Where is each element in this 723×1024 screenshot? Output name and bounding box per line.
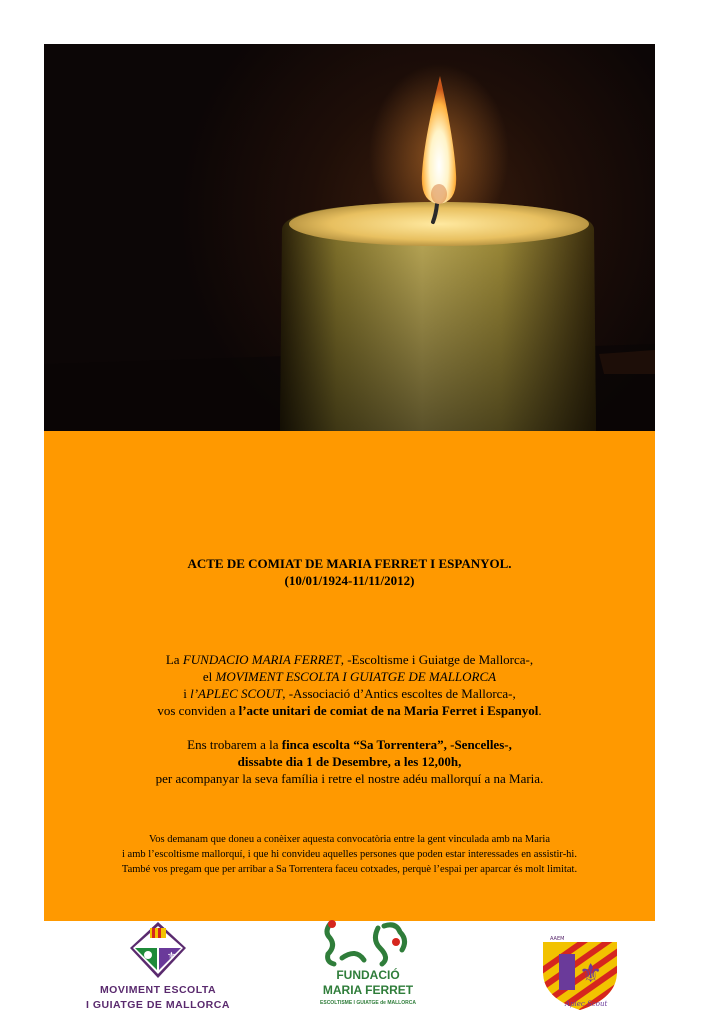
fundacio-line-2: MARIA FERRET: [322, 983, 414, 997]
invite-line-1: [44, 651, 655, 668]
invite-text-segment: La: [165, 652, 183, 667]
note-line-1: Vos demanam que doneu a conèixer aquesta convocatòria entre la gent vinculada amb na Maria: [149, 834, 550, 845]
moviment-line-1: MOVIMENT ESCOLTA: [99, 984, 217, 996]
fundacio-maria-ferret-logo: [318, 918, 418, 1018]
request-note: [44, 832, 655, 877]
fundacio-line-1: FUNDACIÓ: [336, 968, 400, 982]
invite-text-segment: Ens trobarem a la: [187, 737, 282, 752]
invite-line-2: [44, 668, 655, 685]
candle-photo: [44, 44, 655, 431]
aplec-label: Aplec Scout: [565, 1000, 608, 1008]
aplec-name: l’APLEC SCOUT: [190, 686, 283, 701]
invite-text-segment: , -Associació d’Antics escoltes de Mallorca-,: [282, 686, 516, 701]
aplec-top-text: AAEM: [550, 936, 565, 942]
invite-text-segment: .: [538, 703, 542, 718]
svg-text:⚜: ⚜: [579, 959, 603, 989]
fundacio-name: FUNDACIO MARIA FERRET: [182, 652, 341, 667]
aplec-scout-logo: [535, 932, 625, 1012]
moviment-shield-icon: [68, 920, 248, 982]
invitation-text: [44, 651, 655, 787]
invite-text-segment: el: [202, 669, 216, 684]
invite-line-7: per acompanyar la seva família i retre el nostre adéu mallorquí a na Maria.: [155, 771, 544, 786]
invitation-panel: [44, 431, 655, 921]
svg-text:⚜: ⚜: [167, 951, 176, 962]
note-line-2: i amb l’escoltisme mallorquí, i que hi convideu aquelles persones que poden estar interessades en assistir-hi.: [122, 849, 577, 860]
moviment-name: MOVIMENT ESCOLTA I GUIATGE DE MALLORCA: [215, 669, 497, 684]
event-location: finca escolta “Sa Torrentera”, -Sencelles-,: [281, 737, 512, 752]
invite-text-segment: vos conviden a: [157, 703, 239, 718]
spacer: [44, 719, 655, 736]
note-line-3: També vos pregam que per arribar a Sa Torrentera faceu cotxades, perquè l’espai per aparcar és molt limitat.: [121, 864, 578, 875]
fundacio-line-3: ESCOLTISME I GUIATGE de MALLORCA: [320, 1000, 416, 1006]
invite-text-segment: i: [183, 686, 191, 701]
event-title: ACTE DE COMIAT DE MARIA FERRET I ESPANYOL.: [187, 556, 512, 571]
invite-line-4: [44, 702, 655, 719]
invite-line-3: [44, 685, 655, 702]
invite-line-5: [44, 736, 655, 753]
candle-image: [44, 44, 655, 431]
event-datetime: dissabte dia 1 de Desembre, a les 12,00h,: [237, 754, 462, 769]
fundacio-figures-icon: [318, 918, 418, 968]
aplec-shield-icon: [535, 932, 625, 1012]
event-dates: (10/01/1924-11/11/2012): [284, 573, 415, 588]
moviment-escolta-logo: [68, 920, 248, 1015]
moviment-line-2: I GUIATGE DE MALLORCA: [86, 999, 230, 1011]
event-description: l’acte unitari de comiat de na Maria Ferret i Espanyol: [238, 703, 539, 718]
invite-line-6: [44, 753, 655, 770]
invite-text-segment: , -Escoltisme i Guiatge de Mallorca-,: [340, 652, 534, 667]
